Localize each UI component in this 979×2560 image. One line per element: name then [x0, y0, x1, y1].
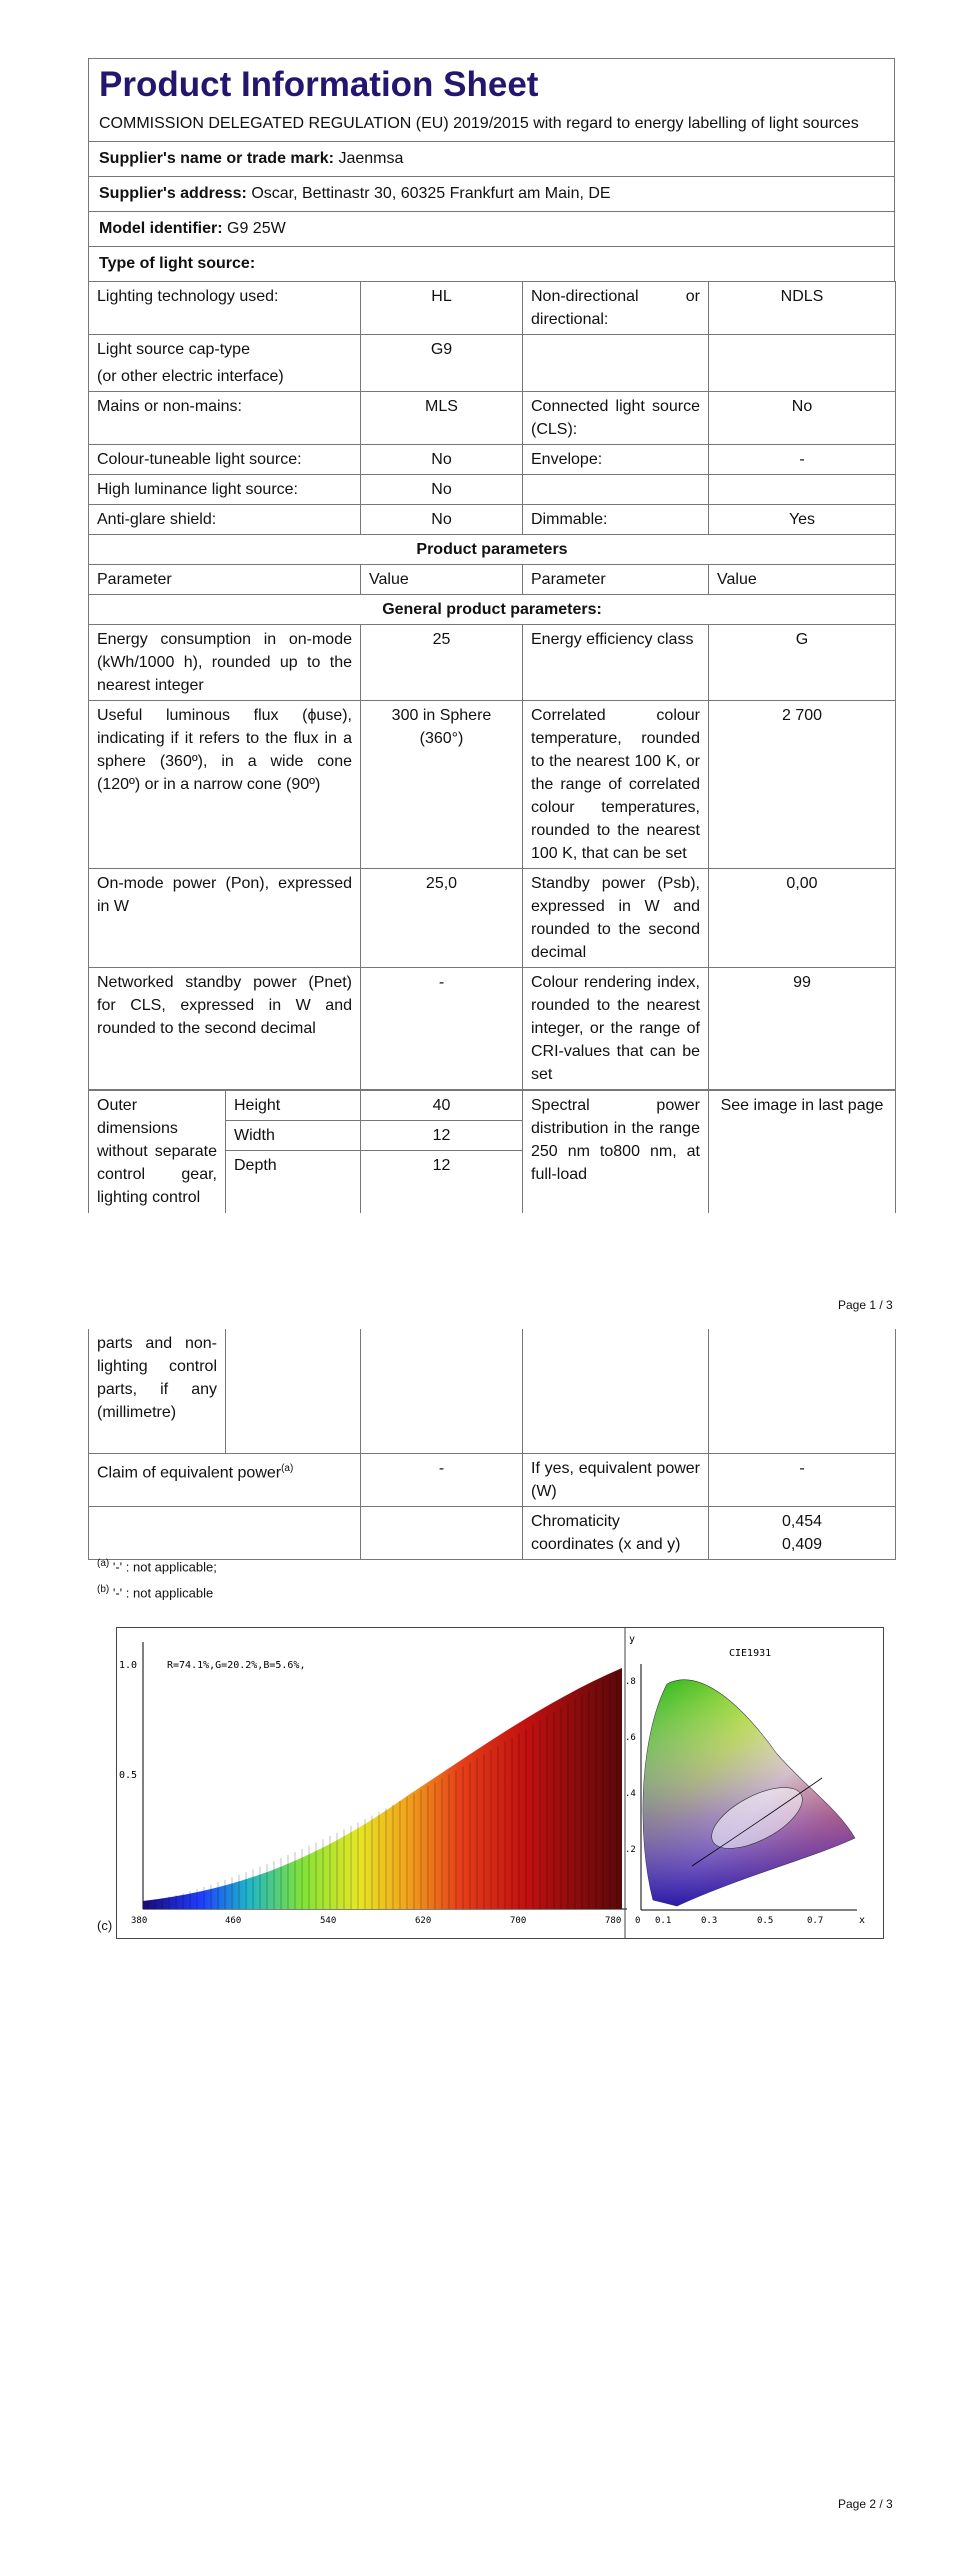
param-value: - [709, 445, 896, 475]
spectrum-stripe [217, 1882, 219, 1909]
spectrum-stripe [399, 1801, 401, 1909]
param-value: No [709, 392, 896, 445]
spectrum-stripe [413, 1794, 415, 1909]
cie-y-tick: .6 [625, 1733, 636, 1743]
supplier-address-row [88, 176, 895, 211]
info-sheet [88, 58, 895, 1213]
spectrum-stripe [294, 1852, 296, 1909]
spectrum-stripe [581, 1695, 583, 1909]
dimensions-label: Outer dimensions without separate control gear, lighting control [89, 1091, 226, 1214]
param-value: - [361, 968, 523, 1090]
spectrum-stripe [154, 1900, 156, 1909]
spectrum-stripe [553, 1712, 555, 1909]
table-row [89, 869, 896, 968]
table-row [89, 1091, 896, 1121]
spectrum-stripe [252, 1869, 254, 1909]
spectrum-stripe [350, 1826, 352, 1909]
ifyes-label: If yes, equivalent power (W) [523, 1454, 709, 1507]
spectrum-stripe [287, 1855, 289, 1909]
footnote-a [97, 1558, 217, 1574]
param-value: MLS [361, 392, 523, 445]
table-row [89, 701, 896, 869]
param-label: Connected light source (CLS): [523, 392, 709, 445]
column-header: Value [361, 565, 523, 595]
spectrum-stripe [469, 1762, 471, 1909]
table-row [89, 595, 896, 625]
supplier-address-value: Oscar, Bettinastr 30, 60325 Frankfurt am Main, DE [251, 185, 611, 202]
width-value: 12 [361, 1121, 523, 1151]
x-tick: 540 [320, 1916, 337, 1926]
spectrum-stripe [392, 1805, 394, 1909]
spectrum-stripe [161, 1898, 163, 1909]
spd-label: Spectral power distribution in the range 250 nm to800 nm, at full-load [523, 1091, 709, 1214]
table-row [89, 1507, 896, 1560]
spectrum-stripe [427, 1786, 429, 1909]
cie-x-tick: 0.3 [701, 1916, 718, 1926]
param-value: No [361, 445, 523, 475]
table-row [89, 1329, 896, 1454]
cie-y-tick: .4 [625, 1789, 636, 1799]
spectrum-stripe [196, 1889, 198, 1909]
spectrum-figure [116, 1627, 884, 1939]
param-label: Standby power (Psb), expressed in W and rounded to the second decimal [523, 869, 709, 968]
spectrum-stripe [462, 1766, 464, 1909]
param-label: Lighting technology used: [89, 282, 361, 335]
empty-cell [523, 1329, 709, 1454]
table-row [89, 565, 896, 595]
param-value: G [709, 625, 896, 701]
spectrum-stripe [322, 1839, 324, 1909]
supplier-name-value: Jaenmsa [338, 150, 404, 167]
param-value: 25 [361, 625, 523, 701]
width-label: Width [226, 1121, 361, 1151]
spectrum-stripe [231, 1877, 233, 1909]
spectrum-stripe [385, 1808, 387, 1909]
spectrum-stripe [273, 1861, 275, 1909]
cie-x-tick: 0.1 [655, 1916, 672, 1926]
param-value: 25,0 [361, 869, 523, 968]
param-value: 300 in Sphere (360°) [361, 701, 523, 869]
spectrum-stripe [574, 1699, 576, 1909]
cie-y-axis-label: y [629, 1634, 636, 1645]
param-value: G9 [361, 335, 523, 392]
spectrum-stripe [245, 1872, 247, 1909]
spectrum-stripe [441, 1778, 443, 1909]
spectrum-stripe [329, 1836, 331, 1909]
param-label: Networked standby power (Pnet) for CLS, expressed in W and rounded to the second decimal [89, 968, 361, 1090]
table-row [89, 475, 896, 505]
table-row [89, 625, 896, 701]
param-label: Colour rendering index, rounded to the nearest integer, or the range of CRI-values that can be set [523, 968, 709, 1090]
model-row [88, 211, 895, 246]
claim-label [89, 1454, 361, 1507]
footnote-b [97, 1584, 213, 1600]
spectrum-chart [117, 1628, 883, 1938]
continued-rows [88, 1329, 896, 1560]
spectrum-stripe [616, 1672, 618, 1909]
param-label: Non-directional or directional: [523, 282, 709, 335]
spectrum-stripe [546, 1716, 548, 1909]
spectrum-stripe [588, 1690, 590, 1909]
column-header: Parameter [89, 565, 361, 595]
column-header: Parameter [523, 565, 709, 595]
claim-sup: (a) [281, 1463, 294, 1474]
cie-x-tick: 0.7 [807, 1916, 824, 1926]
spectrum-stripe [308, 1846, 310, 1909]
type-label: Type of light source: [99, 255, 256, 272]
empty-cell [89, 1507, 361, 1560]
cie-x-axis-label: x [859, 1915, 866, 1926]
param-value: No [361, 475, 523, 505]
spectrum-stripe [609, 1676, 611, 1909]
chroma-label: Chromaticity coordinates (x and y) [523, 1507, 709, 1560]
supplier-name-row [88, 141, 895, 176]
spectrum-stripe [371, 1815, 373, 1909]
table-row [89, 505, 896, 535]
claim-text: Claim of equivalent power [97, 1464, 282, 1482]
param-value: 0,00 [709, 869, 896, 968]
height-label: Height [226, 1091, 361, 1121]
empty-cell [361, 1507, 523, 1560]
general-params-heading: General product parameters: [89, 595, 896, 625]
cie-title: CIE1931 [729, 1648, 772, 1659]
footnote-a-sup: (a) [97, 1558, 110, 1569]
page-number: Page 1 / 3 [838, 1298, 893, 1312]
param-label [523, 335, 709, 392]
chroma-x: 0,454 [781, 1513, 823, 1530]
spectrum-stripe [343, 1829, 345, 1909]
y-tick: 1.0 [119, 1660, 138, 1671]
spectrum-stripe [448, 1774, 450, 1909]
param-label: Dimmable: [523, 505, 709, 535]
param-label: Colour-tuneable light source: [89, 445, 361, 475]
param-value: No [361, 505, 523, 535]
spectrum-stripe [406, 1797, 408, 1909]
supplier-name-label: Supplier's name or trade mark: [99, 150, 334, 167]
spectrum-stripe [364, 1819, 366, 1909]
table-row [89, 968, 896, 1090]
table-row [89, 1454, 896, 1507]
cie-gamut-shade [643, 1680, 855, 1906]
footnote-a-text: '-' : not applicable; [112, 1559, 217, 1575]
figure-note-c: (c) [97, 1918, 113, 1933]
spectrum-stripe [266, 1864, 268, 1909]
depth-label: Depth [226, 1151, 361, 1214]
param-label [523, 475, 709, 505]
spectrum-stripe [147, 1901, 149, 1909]
spectrum-stripe [511, 1738, 513, 1909]
spectrum-stripe [483, 1754, 485, 1909]
chroma-value [709, 1507, 896, 1560]
spectrum-stripe [182, 1893, 184, 1909]
model-label: Model identifier: [99, 220, 223, 237]
param-value [709, 335, 896, 392]
dimensions-label-cont: parts and non-lighting control parts, if any (millimetre) [89, 1329, 226, 1454]
type-row [88, 246, 895, 281]
cie-x-tick: 0.5 [757, 1916, 774, 1926]
spectrum-annotation: R=74.1%,G=20.2%,B=5.6%, [167, 1660, 306, 1671]
spectrum-curve [143, 1668, 622, 1909]
spectrum-stripe [567, 1703, 569, 1909]
param-label: High luminance light source: [89, 475, 361, 505]
param-value: Yes [709, 505, 896, 535]
spectrum-stripe [595, 1686, 597, 1909]
spectrum-stripe [525, 1729, 527, 1909]
spectrum-stripe [504, 1742, 506, 1909]
param-value [709, 475, 896, 505]
spectrum-stripe [455, 1770, 457, 1909]
spectrum-stripe [280, 1858, 282, 1909]
spectrum-stripe [357, 1822, 359, 1909]
cie-y-tick: .2 [625, 1845, 636, 1855]
x-tick: 620 [415, 1916, 432, 1926]
type-table [88, 281, 896, 1090]
spectrum-stripe [315, 1843, 317, 1909]
spectrum-stripe [168, 1897, 170, 1909]
spectrum-stripe [210, 1885, 212, 1909]
cie-x-tick: 0 [635, 1916, 641, 1926]
spectrum-stripe [420, 1790, 422, 1909]
param-label: Useful luminous flux (ϕuse), indicating if it refers to the flux in a sphere (360º), in a wide cone (120º) or in a narrow cone (90º) [89, 701, 361, 869]
title-block [88, 58, 895, 141]
spectrum-stripe [518, 1734, 520, 1909]
spectrum-stripe [560, 1708, 562, 1909]
param-label: Energy efficiency class [523, 625, 709, 701]
spectrum-stripe [203, 1887, 205, 1909]
spectrum-stripe [259, 1867, 261, 1909]
regulation-subtitle: COMMISSION DELEGATED REGULATION (EU) 2019/2015 with regard to energy labelling of light sources [99, 115, 859, 132]
param-label: Anti-glare shield: [89, 505, 361, 535]
cap-type-sublabel: (or other electric interface) [97, 368, 284, 385]
depth-value: 12 [361, 1151, 523, 1214]
column-header: Value [709, 565, 896, 595]
x-tick: 780 [605, 1916, 622, 1926]
spectrum-stripe [189, 1891, 191, 1909]
dimensions-table [88, 1090, 896, 1213]
spectrum-stripe [301, 1849, 303, 1909]
param-label: Envelope: [523, 445, 709, 475]
spectrum-stripe [602, 1681, 604, 1909]
spectrum-stripe [434, 1782, 436, 1909]
empty-cell [226, 1329, 361, 1454]
x-tick: 460 [225, 1916, 242, 1926]
spectrum-stripe [497, 1746, 499, 1909]
page-title: Product Information Sheet [99, 65, 539, 104]
param-label: Mains or non-mains: [89, 392, 361, 445]
param-value: HL [361, 282, 523, 335]
spectrum-stripe [476, 1758, 478, 1909]
claim-value: - [361, 1454, 523, 1507]
ifyes-value: - [709, 1454, 896, 1507]
spectrum-stripe [175, 1895, 177, 1909]
param-label: On-mode power (Pon), expressed in W [89, 869, 361, 968]
continued-table [88, 1329, 895, 1560]
spectrum-stripe [532, 1725, 534, 1909]
spectrum-stripe [539, 1721, 541, 1909]
param-label: Energy consumption in on-mode (kWh/1000 h), rounded up to the nearest integer [89, 625, 361, 701]
param-label: Correlated colour temperature, rounded to the nearest 100 K, or the range of correlated colour temperatures, rounded to the nearest 100 K, that can be set [523, 701, 709, 869]
table-row [89, 335, 896, 392]
spectrum-stripe [224, 1880, 226, 1909]
param-label [89, 335, 361, 392]
chroma-y: 0,409 [781, 1536, 823, 1553]
param-value: 99 [709, 968, 896, 1090]
table-row [89, 445, 896, 475]
y-tick: 0.5 [119, 1770, 138, 1781]
param-value: NDLS [709, 282, 896, 335]
empty-cell [709, 1329, 896, 1454]
height-value: 40 [361, 1091, 523, 1121]
x-tick: 380 [131, 1916, 148, 1926]
page-number: Page 2 / 3 [838, 2497, 893, 2511]
cie-y-tick: .8 [625, 1677, 636, 1687]
model-value: G9 25W [227, 220, 286, 237]
supplier-address-label: Supplier's address: [99, 185, 247, 202]
table-row [89, 282, 896, 335]
footnote-b-sup: (b) [97, 1584, 110, 1595]
empty-cell [361, 1329, 523, 1454]
spd-value: See image in last page [709, 1091, 896, 1214]
spectrum-stripe [378, 1812, 380, 1909]
spectrum-stripe [336, 1833, 338, 1909]
table-row [89, 392, 896, 445]
footnote-b-text: '-' : not applicable [112, 1585, 214, 1601]
product-params-heading: Product parameters [89, 535, 896, 565]
cap-type-label: Light source cap-type [97, 341, 250, 358]
spectrum-stripe [238, 1875, 240, 1909]
spectrum-stripe [490, 1750, 492, 1909]
x-tick: 700 [510, 1916, 527, 1926]
param-value: 2 700 [709, 701, 896, 869]
table-row [89, 535, 896, 565]
